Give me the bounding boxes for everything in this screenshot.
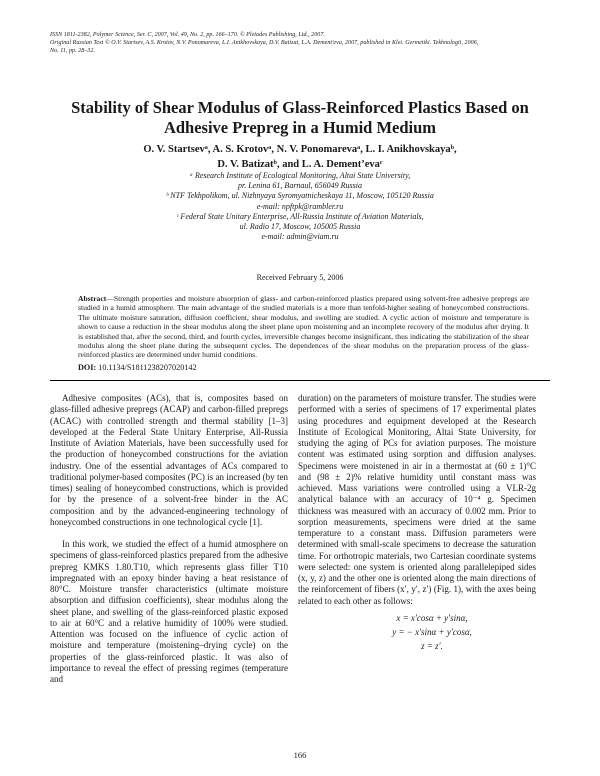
affiliation-email: e-mail: npftpk@rambler.ru: [256, 201, 344, 211]
affiliation-line: ul. Radio 17, Moscow, 105005 Russia: [239, 222, 361, 232]
paper-title: Stability of Shear Modulus of Glass-Reinforced Plastics Based on Adhesive Prepreg in a Humid Medium: [71, 98, 529, 137]
page-number: 166: [293, 750, 307, 760]
authors-line: O. V. Startsevᵃ, A. S. Krotovᵃ, N. V. Ponomarevaᵃ, L. I. Anikhovskayaᵇ,: [143, 144, 457, 155]
header-line: No. 11, pp. 28–32.: [50, 48, 95, 55]
header-line: Original Russian Text © O.V. Startsev, A.S. Krotov, N.V. Ponomareva, L.I. Anikhovskaya, D.V. Batizat, L.A. Dement'eva, 2007, published in Klei. Germetiki. Tekhnologii, 2006,: [50, 40, 479, 47]
doi-value: 10.1134/S1811238207020142: [98, 363, 197, 372]
equation-line: x = x′cosα + y′sinα,: [396, 612, 468, 623]
section-divider: [50, 380, 550, 381]
header-line: ISSN 1811-2382, Polymer Science, Ser. C, 2007, Vol. 49, No. 2, pp. 166–170. © Pleiades Publishing, Ltd., 2007.: [50, 32, 325, 38]
body-paragraph: In this work, we studied the effect of a humid atmosphere on specimens of glass-reinforced plastics prepared from the adhesive prepreg KMKS 1.80.T10, which represents glass filler T10 impregnated with an epoxy binder having a heat resistance of 80°C. Moisture transfer characteristics (ultimate moisture absorption and diffusion coefficients), shear modulus along the sheet plane, and swelling of the glass-reinforced plastic exposed to air at 60°C and a relative humidity of 100% were studied. Attention was focused on the influence of cyclic action of moisture and temperature (moistening–drying cycle) on the properties of the glass-reinforced plastic. It was also of importance to reveal the effect of pressing regimes (temperature and: [50, 539, 288, 684]
affiliation-line: ᶜ Federal State Unitary Enterprise, All-Russia Institute of Aviation Materials,: [176, 211, 424, 221]
left-column: [50, 393, 288, 685]
right-column: [298, 393, 536, 653]
authors-line: D. V. Batizatᵇ, and L. A. Dement’evaᶜ: [217, 159, 383, 170]
equation-line: z = z′.: [421, 640, 443, 651]
abstract-text: —Strength properties and moisture absorption of glass- and carbon-reinforced plastics prepared using solvent-free adhesive prepregs are studied in a humid atmosphere. The main advantage of the studied materials is a more than tenfold-higher sealing of honeycombed constructions. The ultimate moisture saturation, diffusion coefficient, shear modulus, and swelling are studied. A cyclic action of moisture and temperature is shown to cause a reduction in the shear modulus along the sheet plane upon moistening and an incomplete recovery of the modulus after drying. It is established that, after the second, third, and fourth cycles, irreversible changes become insignificant, thus indicating the stabilization of the shear modulus along the sheet plane during the subsequent cycles. The dependences of the shear modulus on the preparation process of the glass-reinforced plastics are determined under humid conditions.: [78, 294, 529, 360]
body-paragraph: Adhesive composites (ACs), that is, composites based on glass-filled adhesive prepregs (ACAP) and carbon-filled prepregs (ACAC) with controlled strength and thermal stability [1–3] developed at the Federal State Unitary Enterprise, All-Russia Institute of Aviation Materials, have been successfully used for the production of honeycombed constructions for the aviation industry. One of the essential advantages of ACs compared to traditional polymer-based composites (PC) is an increased (by ten times) sealing of honeycombed constructions, which is provided for by the presence of a solvent-free binder in the AC composition and by the advanced-engineering technology of honeycombed constructions in one technological cycle [1].: [50, 393, 288, 527]
doi: [78, 363, 197, 372]
affiliation-line: pr. Lenina 61, Barnaul, 656049 Russia: [237, 181, 362, 191]
body-paragraph: duration) on the parameters of moisture transfer. The studies were performed with a series of specimens of 17 experimental plates using procedures and equipment developed at the Research Institute of Ecological Monitoring, Altai State University, for studying the aging of PCs for aviation purposes. The moisture content was estimated using sorption and diffusion analyses. Specimens were moistened in air in a thermostat at (60 ± 1)°C and (98 ± 2)% relative humidity until constant mass was achieved. Mass variations were controlled using a VLR-2g analytical balance with an accuracy of 10⁻⁴ g. Specimen thickness was measured with an accuracy of 0.002 mm. Prior to sorption measurements, specimens were dried at the same temperature to a constant mass. Diffusion parameters were determined with small-scale specimens to decrease the saturation time. For orthotropic materials, two Cartesian coordinate systems were selected: one system is oriented along parallelepiped sides (x, y, z) and the other one is oriented along the main directions of the reinforcement of fibers (x′, y′, z′) (Fig. 1), with the axes being related to each other as follows:: [298, 393, 536, 606]
affiliation-email: e-mail: admin@viam.ru: [261, 232, 339, 242]
affiliations: [60, 171, 540, 242]
abstract: [78, 294, 529, 360]
abstract-label: Abstract: [78, 294, 107, 303]
equation-block: [298, 611, 536, 653]
affiliation-line: ᵃ Research Institute of Ecological Monitoring, Altai State University,: [189, 171, 411, 180]
author-list: [40, 142, 560, 172]
journal-header: [50, 31, 555, 56]
received-date: Received February 5, 2006: [256, 273, 344, 282]
doi-label: DOI:: [78, 363, 97, 372]
equation-line: y = − x′sinα + y′cosα,: [392, 626, 472, 637]
affiliation-line: ᵇ NTF Tekhpolikom, ul. Nizhnyaya Syromyatnicheskaya 11, Moscow, 105120 Russia: [166, 191, 434, 201]
